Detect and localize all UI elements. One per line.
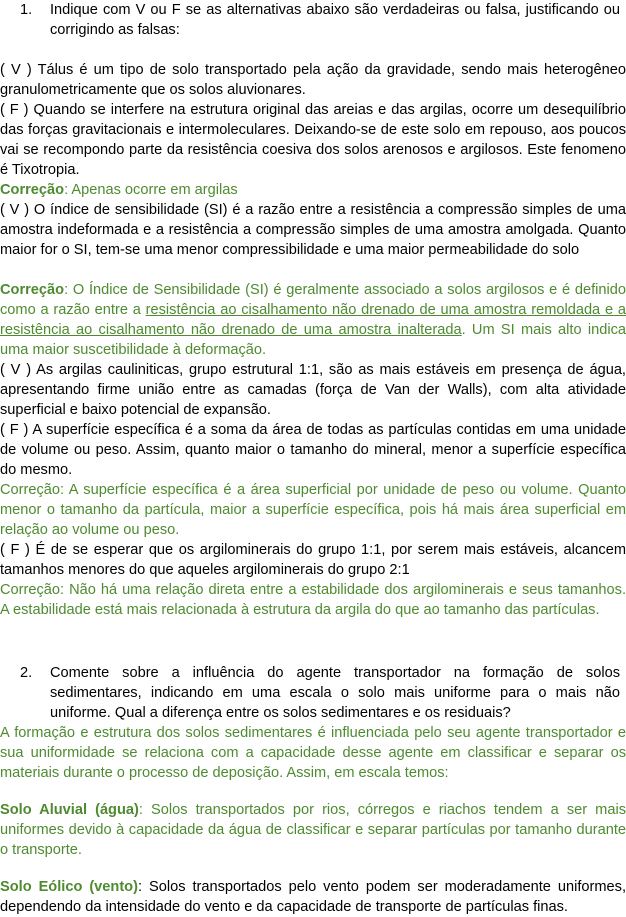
soil-eolico-text: : Solos transportados pelo vento podem ser moderadamente uniformes, dependendo da intensidade do vento e da capacidade de transporte de partículas finas. <box>0 879 626 915</box>
question-1-number: 1. <box>20 2 33 18</box>
answer-2-intro: A formação e estrutura dos solos sedimentares é influenciada pelo seu agente transportador e sua uniformidade se relaciona com a capacidade desse agente em classificar e separar os materiais durante o processo de deposição. Assim, em escala temos: <box>0 725 626 781</box>
soil-aluvial-name: Solo Aluvial (água) <box>0 802 139 818</box>
correction-5: Correção: A superfície específica é a área superficial por unidade de peso ou volume. Quanto menor o tamanho da partícula, maior a superfície específica, pois há mais área superficial em relação ao volume ou peso. <box>0 482 626 538</box>
soil-aluvial-text: : Solos transportados por rios, córregos e riachos tendem a ser mais uniformes devido à capacidade da água de classificar e separar partículas por tamanho durante o transporte. <box>0 802 626 858</box>
statement-3: ( V ) O índice de sensibilidade (SI) é a razão entre a resistência a compressão simples de uma amostra indeformada e a resistência a compressão simples de uma amostra amolgada. Quanto maior for o SI, tem-se uma menor compressibilidade e uma maior permeabilidade do solo <box>0 202 626 258</box>
question-1-prompt: Indique com V ou F se as alternativas abaixo são verdadeiras ou falsa, justificando ou corrigindo as falsas: <box>50 2 620 38</box>
statement-5: ( F ) A superfície específica é a soma da área de todas as partículas contidas em uma unidade de volume ou peso. Assim, quanto maior o tamanho do mineral, menor a superfície específica do mesmo. <box>0 422 626 478</box>
question-2-number: 2. <box>20 665 33 681</box>
correction-3-text: : O Índice de Sensibilidade (SI) é geralmente associado a solos argilosos e é definido como a razão entre a <box>0 282 626 318</box>
correction-2-label: Correção <box>0 182 65 198</box>
correction-3-underlined: resistência ao cisalhamento não drenado de uma amostra remoldada e a resistência ao cisalhamento não drenado de uma amostra inalterada <box>0 302 626 338</box>
correction-3 <box>0 280 626 360</box>
soil-eolico <box>0 877 626 917</box>
soil-aluvial <box>0 800 626 860</box>
statement-4: ( V ) As argilas cauliniticas, grupo estrutural 1:1, são as mais estáveis em presença de água, apresentando firme união entre as camadas (força de Van der Walls), com alta atividade superficial e baixo potencial de expansão. <box>0 362 626 418</box>
correction-3-label: Correção <box>0 282 65 298</box>
correction-2 <box>0 180 626 200</box>
statement-2: ( F ) Quando se interfere na estrutura original das areias e das argilas, ocorre um desequilíbrio das forças gravitacionais e intermoleculares. Deixando-se de este solo em repouso, aos poucos vai se recompondo parte da resistência coesiva dos solos arenosos e argilosos. Este fenomeno é Tixotropia. <box>0 102 626 178</box>
question-2-prompt: Comente sobre a influência do agente transportador na formação de solos sedimentares, indicando em uma escala o solo mais uniforme para o mais não uniforme. Qual a diferença entre os solos sedimentares e os residuais? <box>50 665 620 721</box>
correction-3-tail: . Um SI mais alto indica uma maior suscetibilidade à deformação. <box>0 322 626 358</box>
soil-eolico-name: Solo Eólico (vento) <box>0 879 138 895</box>
correction-6: Correção: Não há uma relação direta entre a estabilidade dos argilominerais e seus tamanhos. A estabilidade está mais relacionada à estrutura da argila do que ao tamanho das partículas. <box>0 582 626 618</box>
statement-6: ( F ) É de se esperar que os argilominerais do grupo 1:1, por serem mais estáveis, alcancem tamanhos menores do que aqueles argilominerais do grupo 2:1 <box>0 542 626 578</box>
correction-2-text: : Apenas ocorre em argilas <box>64 182 238 198</box>
statement-1: ( V ) Tálus é um tipo de solo transportado pela ação da gravidade, sendo mais heterogêneo granulometricamente que os solos aluvionares. <box>0 62 626 98</box>
